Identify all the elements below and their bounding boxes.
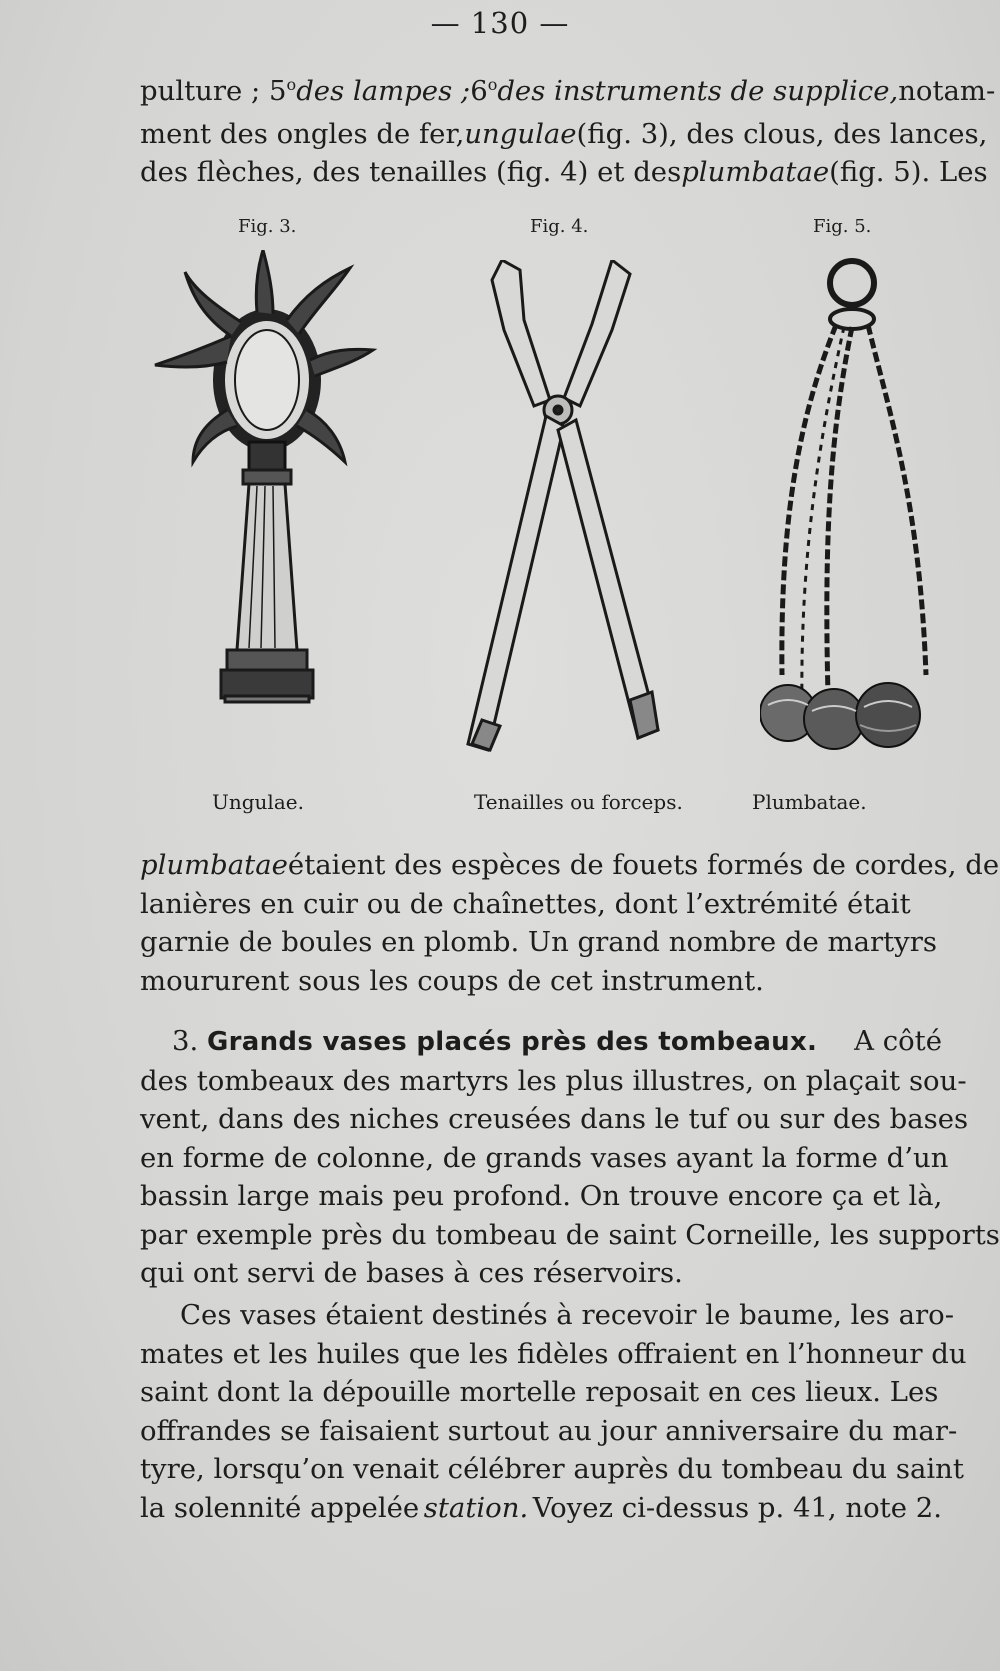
text-fragment: la solennité appelée — [140, 1491, 420, 1524]
text-line — [140, 1412, 958, 1451]
text-line — [140, 115, 988, 154]
text-fragment: qui ont servi de bases à ces réservoirs. — [140, 1257, 683, 1289]
top-paragraph — [140, 72, 996, 192]
fig-3-label: Fig. 3. — [238, 216, 297, 237]
section-heading: Grands vases placés près des tombeaux. — [207, 1027, 818, 1057]
superscript: o — [286, 75, 297, 94]
text-fragment: saint dont la dépouille mortelle reposait en ces lieux. Les — [140, 1376, 939, 1408]
text-line — [140, 1216, 1000, 1255]
text-line — [140, 1022, 942, 1062]
text-line — [140, 72, 996, 115]
fig-3-caption: Ungulae. — [212, 790, 304, 814]
text-fragment: garnie de boules en plomb. Un grand nombre de martyrs — [140, 926, 937, 958]
text-line — [140, 1100, 969, 1139]
fig-5-caption: Plumbatae. — [752, 790, 867, 814]
superscript: o — [487, 75, 498, 94]
text-fragment: notam- — [898, 75, 996, 107]
text-fragment: tyre, lorsqu’on venait célébrer auprès du tombeau du saint — [140, 1453, 964, 1485]
fig-4-caption: Tenailles ou forceps. — [474, 790, 683, 814]
plumbatae-paragraph — [140, 846, 1000, 1000]
text-line — [140, 846, 1000, 885]
text-line — [140, 1254, 942, 1293]
text-fragment: (fig. 3), des clous, des lances, — [576, 117, 988, 150]
text-line — [140, 1062, 967, 1101]
text-fragment: A côté — [854, 1025, 942, 1057]
text-fragment: Ces vases étaient destinés à recevoir le baume, les aro- — [180, 1299, 954, 1331]
text-fragment: vent, dans des niches creusées dans le tuf ou sur des bases — [140, 1103, 969, 1135]
text-line — [140, 962, 942, 1001]
text-fragment: (fig. 5). Les — [829, 156, 988, 188]
text-line — [140, 1450, 964, 1489]
text-fragment: bassin large mais peu profond. On trouve encore ça et là, — [140, 1180, 943, 1212]
text-line — [140, 1296, 954, 1335]
text-line — [140, 1489, 942, 1528]
text-fragment: lanières en cuir ou de chaînettes, dont l’extrémité était — [140, 887, 911, 920]
section-number: 3. — [172, 1025, 199, 1057]
fig-5-label: Fig. 5. — [813, 216, 872, 237]
ungula-icon — [145, 250, 395, 760]
text-fragment: Voyez ci-dessus p. 41, note 2. — [532, 1491, 942, 1524]
text-line — [140, 923, 942, 962]
text-line — [140, 885, 942, 924]
text-fragment: par exemple près du tombeau de saint Corneille, les supports — [140, 1218, 1000, 1251]
fig-4-label: Fig. 4. — [530, 216, 589, 237]
text-fragment: pulture ; 5 — [140, 75, 287, 107]
last-paragraph — [140, 1296, 967, 1527]
text-fragment: étaient des espèces de fouets formés de cordes, de — [287, 849, 1000, 881]
tenailles-icon — [462, 260, 662, 760]
text-fragment: mates et les huiles que les fidèles offraient en l’honneur du — [140, 1337, 967, 1370]
text-fragment: des tombeaux des martyrs les plus illustres, on plaçait sou- — [140, 1064, 967, 1097]
text-fragment: offrandes se faisaient surtout au jour anniversaire du mar- — [140, 1414, 958, 1447]
text-line — [140, 1177, 942, 1216]
italic-text: station. — [423, 1491, 529, 1524]
text-fragment: moururent sous les coups de cet instrument. — [140, 964, 764, 997]
italic-text: plumbatae — [681, 156, 830, 188]
text-line — [140, 1139, 949, 1178]
text-fragment: des flèches, des tenailles (fig. 4) et des — [140, 156, 682, 188]
text-fragment: ment des ongles de fer, — [140, 117, 465, 150]
italic-text: ungulae — [464, 117, 577, 150]
text-line — [140, 1335, 967, 1374]
text-line — [140, 153, 988, 192]
text-fragment: 6 — [470, 75, 488, 107]
page-number: — 130 — — [430, 6, 570, 40]
italic-text: plumbatae — [140, 849, 288, 881]
text-line — [140, 1373, 942, 1412]
section-3 — [140, 1022, 1000, 1293]
italic-text: des lampes ; — [296, 75, 471, 107]
italic-text: des instruments de supplice, — [497, 75, 899, 107]
text-fragment: en forme de colonne, de grands vases ayant la forme d’un — [140, 1141, 949, 1174]
plumbatae-icon — [760, 255, 950, 775]
